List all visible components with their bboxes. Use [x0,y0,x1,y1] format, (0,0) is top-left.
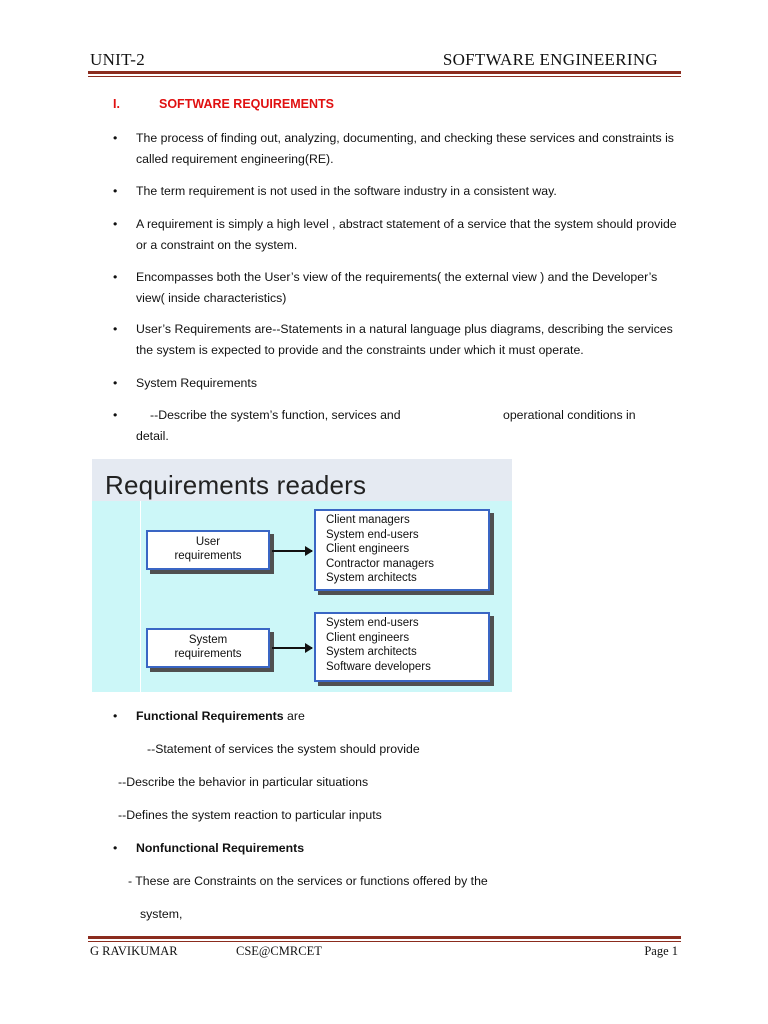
system-box-line: System [188,634,228,646]
bullet-text: A requirement is simply a high level , abstract statement of a service that the system should provide or a constraint on the system. [136,217,677,252]
user-box-line: requirements [174,550,242,562]
bullet-icon: • [113,270,118,284]
functional-label: Functional Requirements [136,709,284,723]
bullet-icon: • [113,376,118,390]
bullet-text: User’s Requirements are--Statements in a natural language plus diagrams, describing the services the system is expected to provide and the constraints under which it must operate. [136,322,673,357]
system-requirements-box [146,628,270,668]
header-subject: SOFTWARE ENGINEERING [442,50,658,69]
bullet-icon: • [113,217,118,231]
bullet-text: The process of finding out, analyzing, documenting, and checking these services and constraints is called requirement engineering(RE). [136,131,674,166]
system-box-line: requirements [174,648,242,660]
nonfunctional-label: Nonfunctional Requirements [136,841,305,855]
header-unit: UNIT-2 [90,50,145,69]
bullet-text: System Requirements [136,376,257,390]
user-arrow-icon [272,550,312,552]
section-number: I. [113,97,120,111]
bullet-icon: • [113,322,118,336]
functional-line: --Statement of services the system should provide [147,742,420,756]
functional-line: --Describe the behavior in particular situations [118,775,369,789]
system-req-detail-part1: --Describe the system’s function, services and [150,408,401,422]
user-requirements-box [146,530,270,570]
footer-dept: CSE@CMRCET [236,944,322,958]
user-readers-list [314,509,490,591]
reader-item: System architects [326,572,417,585]
diagram-title: Requirements readers [105,470,367,500]
functional-suffix: are [283,709,305,723]
bullet-icon: • [113,131,118,145]
section-heading [113,97,334,111]
bullet-item [113,267,683,309]
reader-item: System end-users [326,617,419,629]
bullet-item-nonfunctional [113,838,683,859]
reader-item: Client managers [326,514,410,526]
bullet-item-functional [113,706,683,727]
header-rule [88,71,681,74]
reader-item: Client engineers [326,631,410,644]
bullet-item [113,181,683,202]
reader-item: Client engineers [326,543,410,556]
bullet-icon: • [113,709,118,723]
bullet-item [113,214,683,256]
footer-author: G RAVIKUMAR [90,944,178,958]
reader-item: System architects [326,646,417,659]
footer-rule [88,936,681,939]
reader-item: Contractor managers [326,557,435,570]
footer-rule-thin [88,941,681,942]
header-rule-thin [88,76,681,77]
diagram-guide-line [140,501,141,692]
system-readers-list [314,612,490,682]
reader-item: System end-users [326,528,419,541]
footer-page-number: Page 1 [644,944,678,958]
user-box-line: User [195,536,221,548]
system-req-detail-part3: detail. [136,429,169,443]
section-title: SOFTWARE REQUIREMENTS [159,97,335,111]
bullet-text: Encompasses both the User’s view of the requirements( the external view ) and the Developer’s view( inside characteristics) [136,270,658,305]
bullet-icon: • [113,841,118,855]
system-arrow-icon [272,647,312,649]
bullet-item [113,128,683,170]
bullet-item [113,319,683,361]
functional-line: --Defines the system reaction to particular inputs [118,808,382,822]
nonfunctional-line: - These are Constraints on the services or functions offered by the [128,874,488,888]
bullet-icon: • [113,408,118,422]
bullet-item [113,373,683,394]
bullet-text: The term requirement is not used in the software industry in a consistent way. [136,184,557,198]
system-req-detail-part2: operational conditions in [503,408,636,422]
nonfunctional-line: system, [140,907,183,921]
requirements-readers-diagram [92,459,512,692]
bullet-icon: • [113,184,118,198]
reader-item: Software developers [326,660,431,673]
